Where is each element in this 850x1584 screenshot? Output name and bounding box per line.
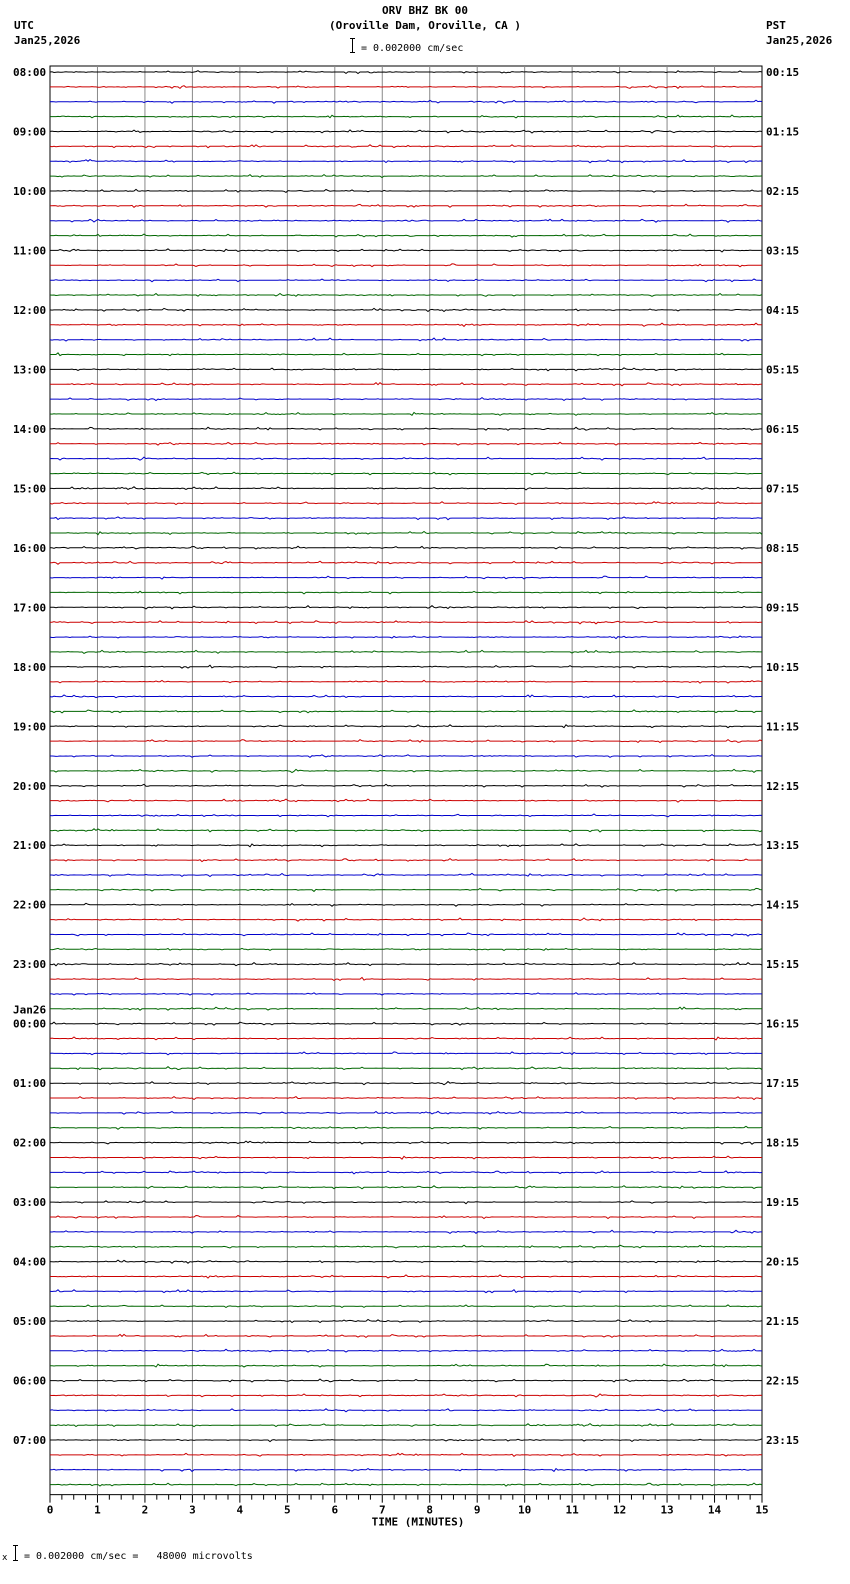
trace-line (50, 561, 762, 564)
pst-hour-label: 05:15 (766, 363, 800, 377)
trace-line (50, 591, 762, 594)
trace-line (50, 606, 762, 609)
trace-line (50, 1453, 762, 1456)
x-tick-label: 14 (707, 1503, 722, 1517)
utc-hour-label: 03:00 (13, 1196, 47, 1210)
trace-line (50, 844, 762, 847)
trace-line (50, 517, 762, 520)
x-axis-label: TIME (MINUTES) (371, 1515, 465, 1529)
trace-line (50, 130, 762, 133)
trace-line (50, 234, 762, 237)
utc-hour-label: 04:00 (13, 1255, 47, 1269)
trace-line (50, 829, 762, 832)
utc-hour-label: 09:00 (13, 125, 47, 139)
trace-line (50, 472, 762, 475)
trace-line (50, 740, 762, 743)
trace-line (50, 1156, 762, 1159)
trace-line (50, 978, 762, 981)
header-scale-text: = 0.002000 cm/sec (361, 43, 464, 54)
pst-hour-label: 21:15 (766, 1315, 800, 1329)
pst-hour-label: 19:15 (766, 1196, 800, 1210)
trace-line (50, 1364, 762, 1367)
utc-date-change-label: Jan26 (13, 1003, 47, 1017)
station-title: ORV BHZ BK 00 (381, 4, 469, 17)
x-tick-label: 10 (518, 1503, 532, 1517)
pst-label: PST (766, 19, 786, 32)
trace-line (50, 859, 762, 862)
trace-line (50, 353, 762, 356)
pst-hour-label: 16:15 (766, 1017, 800, 1031)
trace-line (50, 1245, 762, 1248)
pst-hour-label: 10:15 (766, 660, 800, 674)
trace-line (50, 308, 762, 311)
trace-line (50, 695, 762, 698)
pst-hour-label: 12:15 (766, 779, 800, 793)
trace-line (50, 1067, 762, 1070)
trace-line (50, 1260, 762, 1263)
trace-line (50, 457, 762, 460)
trace-line (50, 1007, 762, 1010)
trace-line (50, 769, 762, 772)
trace-line (50, 993, 762, 995)
pst-hour-label: 13:15 (766, 839, 800, 853)
trace-line (50, 279, 762, 282)
x-tick-label: 12 (612, 1503, 627, 1517)
utc-hour-label: 10:00 (13, 184, 47, 198)
utc-hour-label: 16:00 (13, 541, 47, 555)
trace-line (50, 1290, 762, 1293)
trace-line (50, 219, 762, 222)
trace-line (50, 86, 762, 89)
trace-line (50, 918, 762, 921)
trace-line (50, 1037, 762, 1040)
trace-line (50, 204, 762, 207)
trace-line (50, 442, 762, 445)
pst-hour-label: 02:15 (766, 184, 800, 198)
utc-hour-label: 11:00 (13, 244, 47, 258)
trace-line (50, 933, 762, 936)
trace-line (50, 665, 762, 668)
pst-hour-label: 18:15 (766, 1136, 800, 1150)
pst-date: Jan25,2026 (766, 34, 833, 47)
trace-line (50, 1141, 762, 1144)
trace-line (50, 1305, 762, 1308)
trace-line (50, 115, 762, 118)
x-tick-label: 13 (660, 1503, 674, 1517)
utc-hour-label: 06:00 (13, 1374, 47, 1388)
trace-line (50, 1469, 762, 1472)
trace-line (50, 710, 762, 713)
pst-hour-label: 01:15 (766, 125, 800, 139)
x-tick-label: 5 (284, 1503, 291, 1517)
trace-line (50, 1230, 762, 1233)
x-tick-label: 9 (473, 1503, 481, 1517)
trace-line (50, 264, 762, 267)
x-tick-label: 4 (236, 1503, 244, 1517)
trace-line (50, 427, 762, 430)
trace-line (50, 799, 762, 802)
utc-hour-label: 22:00 (13, 898, 47, 912)
trace-line (50, 383, 762, 386)
trace-line (50, 1052, 762, 1055)
trace-line (50, 948, 762, 950)
trace-line (50, 1275, 762, 1278)
trace-line (50, 1394, 762, 1397)
utc-hour-label: 20:00 (13, 779, 47, 793)
trace-line (50, 1126, 762, 1129)
trace-line (50, 1409, 762, 1412)
trace-line (50, 502, 762, 505)
trace-line (50, 323, 762, 326)
trace-line (50, 1111, 762, 1114)
utc-hour-label: 05:00 (13, 1315, 47, 1329)
trace-line (50, 1186, 762, 1189)
trace-line (50, 487, 762, 490)
trace-line (50, 1334, 762, 1337)
trace-line (50, 1379, 762, 1382)
trace-line (50, 249, 762, 252)
trace-line (50, 294, 762, 297)
pst-hour-label: 06:15 (766, 422, 800, 436)
pst-hour-label: 17:15 (766, 1077, 800, 1091)
trace-line (50, 398, 762, 401)
trace-line (50, 338, 762, 341)
utc-hour-label: 23:00 (13, 958, 47, 972)
trace-line (50, 650, 762, 653)
trace-line (50, 576, 762, 579)
trace-line (50, 814, 762, 817)
trace-line (50, 532, 762, 535)
utc-hour-label: 02:00 (13, 1136, 47, 1150)
pst-hour-label: 04:15 (766, 303, 800, 317)
trace-line (50, 1082, 762, 1085)
station-location: (Oroville Dam, Oroville, CA ) (328, 19, 522, 32)
pst-hour-label: 09:15 (766, 601, 800, 615)
footer-marker: x (2, 1553, 8, 1563)
x-tick-label: 1 (94, 1503, 101, 1517)
utc-hour-label: 01:00 (13, 1077, 47, 1091)
pst-hour-label: 03:15 (766, 244, 800, 258)
trace-line (50, 755, 762, 758)
trace-line (50, 1201, 762, 1204)
x-tick-label: 0 (46, 1503, 54, 1517)
pst-hour-label: 14:15 (766, 898, 800, 912)
trace-line (50, 903, 762, 906)
trace-line (50, 1320, 762, 1323)
trace-line (50, 1483, 762, 1486)
trace-line (50, 1171, 762, 1174)
trace-line (50, 1097, 762, 1100)
x-tick-label: 8 (426, 1503, 434, 1517)
x-tick-label: 2 (141, 1503, 149, 1517)
pst-hour-label: 08:15 (766, 541, 800, 555)
footer-scale-text: = 0.002000 cm/sec = 48000 microvolts (24, 1551, 253, 1562)
utc-label: UTC (14, 19, 34, 32)
trace-line (50, 1439, 762, 1442)
pst-hour-label: 00:15 (766, 66, 800, 79)
trace-line (50, 145, 762, 148)
pst-hour-label: 20:15 (766, 1255, 800, 1269)
trace-line (50, 784, 762, 787)
pst-hour-label: 11:15 (766, 720, 800, 734)
pst-hour-label: 22:15 (766, 1374, 800, 1388)
trace-line (50, 546, 762, 549)
x-tick-label: 3 (189, 1503, 196, 1517)
utc-hour-label: 00:00 (13, 1017, 47, 1031)
trace-line (50, 368, 762, 371)
pst-hour-label: 07:15 (766, 482, 800, 496)
pst-hour-label: 23:15 (766, 1434, 800, 1448)
trace-line (50, 636, 762, 639)
trace-line (50, 725, 762, 728)
utc-date: Jan25,2026 (14, 34, 81, 47)
trace-line (50, 175, 762, 178)
utc-hour-label: 17:00 (13, 601, 47, 615)
trace-line (50, 1216, 762, 1219)
trace-line (50, 1424, 762, 1427)
trace-line (50, 621, 762, 624)
utc-hour-label: 14:00 (13, 422, 47, 436)
x-tick-label: 6 (331, 1503, 339, 1517)
trace-line (50, 100, 762, 103)
utc-hour-label: 15:00 (13, 482, 47, 496)
trace-line (50, 71, 762, 74)
x-tick-label: 11 (565, 1503, 579, 1517)
trace-line (50, 189, 762, 192)
x-tick-label: 15 (755, 1503, 769, 1517)
utc-hour-label: 12:00 (13, 303, 47, 317)
trace-line (50, 1349, 762, 1352)
trace-line (50, 873, 762, 876)
trace-line (50, 680, 762, 683)
trace-line (50, 1022, 762, 1025)
trace-line (50, 888, 762, 891)
trace-line (50, 160, 762, 163)
pst-hour-label: 15:15 (766, 958, 800, 972)
trace-line (50, 413, 762, 416)
utc-hour-label: 13:00 (13, 363, 47, 377)
trace-line (50, 963, 762, 966)
utc-hour-label: 19:00 (13, 720, 47, 734)
utc-hour-label: 21:00 (13, 839, 47, 853)
utc-hour-label: 18:00 (13, 660, 47, 674)
utc-hour-label: 07:00 (13, 1434, 47, 1448)
utc-hour-label: 08:00 (13, 66, 47, 79)
x-tick-label: 7 (378, 1503, 386, 1517)
